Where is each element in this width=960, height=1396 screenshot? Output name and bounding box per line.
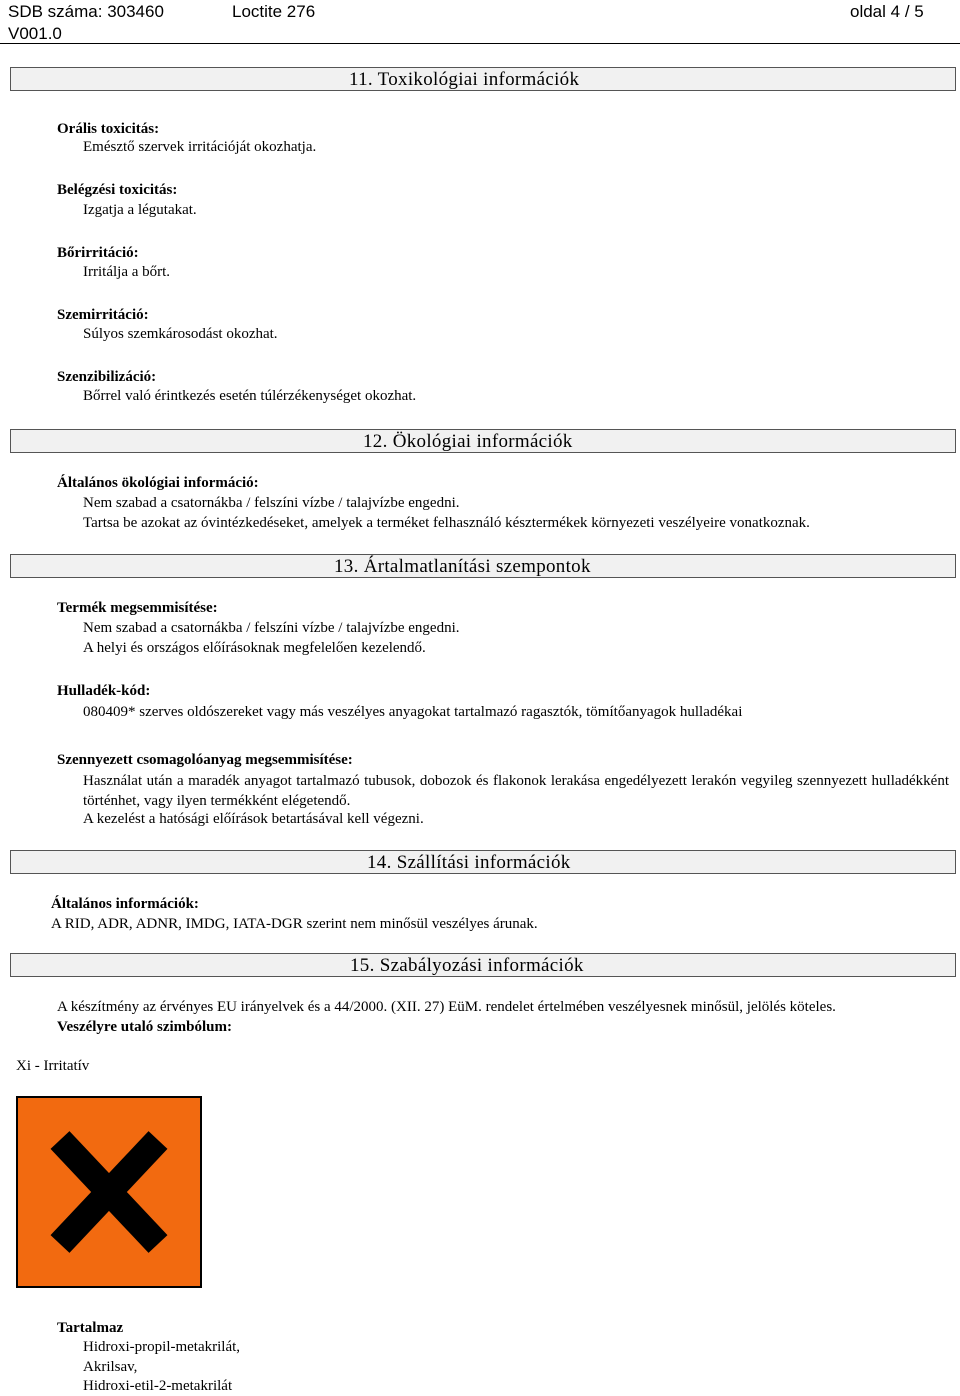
regulatory-text: A készítmény az érvényes EU irányelvek és a 44/2000. (XII. 27) EüM. rendelet értelmében veszélyesnek minősül, jelölés köteles. (57, 999, 836, 1015)
transport-info-label: Általános információk: (51, 896, 199, 912)
contains-item-2: Akrilsav, (83, 1359, 138, 1375)
section-11-title: 11. Toxikológiai információk (349, 69, 580, 90)
oral-toxicity-text: Emésztő szervek irritációját okozhatja. (83, 139, 317, 155)
sensitization-label: Szenzibilizáció: (57, 369, 157, 385)
section-12-title-bar (10, 429, 956, 453)
product-name: Loctite 276 (232, 2, 316, 21)
transport-info-text: A RID, ADR, ADNR, IMDG, IATA-DGR szerint nem minősül veszélyes árunak. (51, 916, 538, 932)
contains-item-3: Hidroxi-etil-2-metakrilát (83, 1378, 233, 1394)
contains-item-1: Hidroxi-propil-metakrilát, (83, 1339, 241, 1355)
sdb-number: SDB száma: 303460 (8, 2, 164, 21)
version: V001.0 (8, 24, 62, 43)
section-13-title: 13. Ártalmatlanítási szempontok (334, 556, 591, 577)
packaging-disposal-text: Használat után a maradék anyagot tartalmazó tubusok, dobozok és flakonok lerakása engedélyezett lerakón vegyileg szennyezett hulladékként történhet, vagy ilyen termékként elégetendő. (83, 773, 949, 809)
eco-info-line-1: Nem szabad a csatornákba / felszíni vízbe / talajvízbe engedni. (83, 495, 460, 511)
product-disposal-label: Termék megsemmisítése: (57, 600, 218, 616)
skin-irritation-text: Irritálja a bőrt. (83, 264, 171, 280)
section-15-title: 15. Szabályozási információk (350, 955, 584, 976)
eye-irritation-label: Szemirritáció: (57, 307, 149, 323)
eco-info-label: Általános ökológiai információ: (57, 475, 259, 491)
section-11-title-bar (10, 67, 956, 91)
page-number: oldal 4 / 5 (850, 2, 924, 21)
section-15-title-bar (10, 953, 956, 977)
waste-code-label: Hulladék-kód: (57, 683, 151, 699)
waste-code-text: 080409* szerves oldószereket vagy más veszélyes anyagokat tartalmazó ragasztók, tömítőanyagok hulladékai (83, 704, 743, 720)
irritant-cross-icon (16, 1096, 202, 1288)
packaging-disposal-line-3: A kezelést a hatósági előírások betartásával kell végezni. (83, 811, 424, 827)
product-disposal-line-2: A helyi és országos előírásoknak megfelelően kezelendő. (83, 640, 426, 656)
eye-irritation-text: Súlyos szemkárosodást okozhat. (83, 326, 278, 342)
product-disposal-line-1: Nem szabad a csatornákba / felszíni vízbe / talajvízbe engedni. (83, 620, 460, 636)
header-divider (0, 43, 960, 44)
packaging-disposal-label: Szennyezett csomagolóanyag megsemmisítése: (57, 752, 353, 768)
contains-label: Tartalmaz (57, 1320, 124, 1336)
oral-toxicity-label: Orális toxicitás: (57, 121, 160, 137)
skin-irritation-label: Bőrirritáció: (57, 245, 139, 261)
inhalation-toxicity-text: Izgatja a légutakat. (83, 202, 197, 218)
section-12-title: 12. Ökológiai információk (363, 431, 573, 452)
hazard-symbol-label: Veszélyre utaló szimbólum: (57, 1019, 232, 1035)
section-13-title-bar (10, 554, 956, 578)
section-14-title-bar (10, 850, 956, 874)
hazard-symbol-name: Xi - Irritatív (16, 1058, 90, 1074)
eco-info-line-2: Tartsa be azokat az óvintézkedéseket, amelyek a terméket felhasználó késztermékek környezeti veszélyeire vonatkoznak. (83, 515, 810, 531)
sensitization-text: Bőrrel való érintkezés esetén túlérzékenységet okozhat. (83, 388, 417, 404)
inhalation-toxicity-label: Belégzési toxicitás: (57, 182, 178, 198)
section-14-title: 14. Szállítási információk (367, 852, 571, 873)
